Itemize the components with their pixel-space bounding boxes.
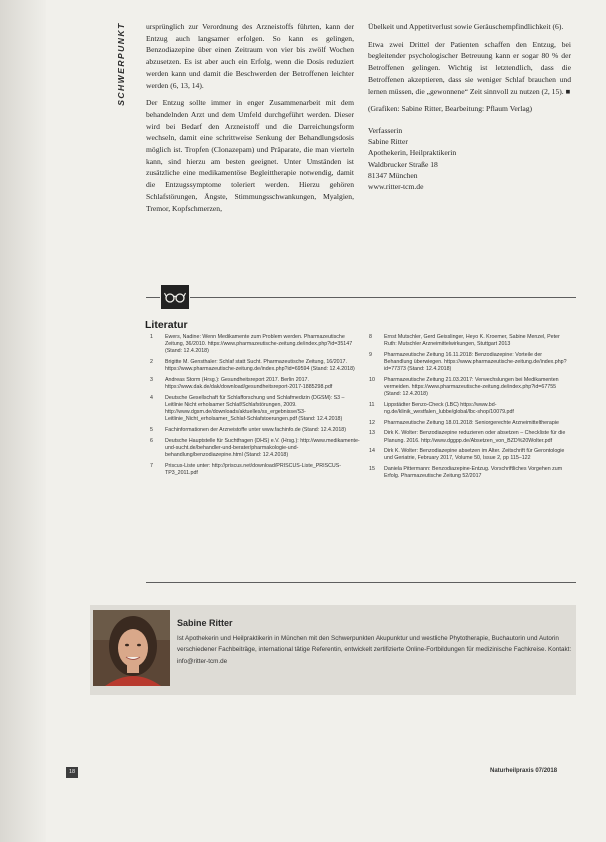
section-label-text: SCHWERPUNKT xyxy=(116,22,126,106)
reference-item: 13 Dirk K. Wolter: Benzodiazepine reduzieren oder absetzen – Checkliste für die Planung. 2016. http://www.dggpp.de/Absetzen_von_BZD%20Wolter.pdf xyxy=(369,430,566,444)
body-paragraph: Der Entzug sollte immer in enger Zusammenarbeit mit dem behandelnden Arzt und dem Umfeld durchgeführt werden. Dieser wird bei Bedarf den Arzneistoff und die Darreichungsform wechseln, damit eine schrittweise Senkung der Behandlungsdosis möglich ist. Tropfen (Clonazepam) und Präparate, die man vierteln kann, sind hierzu am besten geeignet. Unter Umständen ist zusätzliche eine medikamentöse Begleittherapie notwendig, damit die Entzugssymptome toleriert werden. Hierzu gehören Schlafstörungen, Ängste, Stimmungsschwankungen, Myalgien, Tremor, Kopfschmerzen, xyxy=(146,98,354,213)
body-column-right xyxy=(368,21,571,192)
reference-item: 3 Andreas Storm (Hrsg.): Gesundheitsreport 2017. Berlin 2017. https://www.dak.de/dak/download/gesundheitsreport-2017-1885298.pdf xyxy=(150,376,333,390)
body-paragraph: Übelkeit und Appetitverlust sowie Geräuschempfindlichkeit (6). xyxy=(368,22,564,31)
author-link[interactable]: www.ritter-tcm.de xyxy=(368,181,424,191)
author-line: Sabine Ritter xyxy=(368,137,408,147)
graphics-credit: (Grafiken: Sabine Ritter, Bearbeitung: Pflaum Verlag) xyxy=(368,104,533,114)
body-paragraph: Etwa zwei Drittel der Patienten schaffen den Entzug, bei begleitender psychologischer Betreuung kann er sogar 80 % der Betroffenen gelingen. Wichtig ist letztendlich, dass die Betroffenen akzeptieren, dass sie weniger Schlaf brauchen und lernen müssen, die „gewonnene“ Zeit sinnvoll zu nutzen (2, 15). ■ xyxy=(368,39,571,96)
journal-footer: Naturheilpraxis 07/2018 xyxy=(490,768,558,774)
divider-line xyxy=(146,582,576,583)
bio-text: Ist Apothekerin und Heilpraktikerin in München mit den Schwerpunkten Akupunktur und westliche Phytotherapie, Buchautorin und Autorin verschiedener Fachbeiträge, international tätige Referentin, entwickelt zertifizierte Online-Fortbildungen für medizinische Fachkreise. Kontakt: info@ritter-tcm.de xyxy=(177,635,572,665)
reference-item: 9 Pharmazeutische Zeitung 16.11.2018: Benzodiazepine: Vorteile der Behandlung überwiegen. https://www.pharmazeutische-zeitung.de/index.php?id=77373 (Stand: 12.4.2018) xyxy=(369,351,567,373)
reference-item: 14 Dirk K. Wolter: Benzodiazepine absetzen im Alter. Zeitschrift für Gerontologie und Geriatrie, February 2017, Volume 50, Issue 2, pp 115–122 xyxy=(369,448,565,462)
author-photo xyxy=(93,610,170,686)
divider-line xyxy=(190,297,576,298)
literature-heading: Literatur xyxy=(145,319,188,331)
reference-item: 8 Ernst Mutschler, Gerd Geisslinger, Heyo K. Kroemer, Sabine Menzel, Peter Ruth: Mutschler Arzneimittelwirkungen, Stuttgart 2013 xyxy=(369,334,560,348)
reference-item: 6 Deutsche Hauptstelle für Suchtfragen (DHS) e.V. (Hrsg.): http://www.medikamente-und-sucht.de/behandler-und-berater/pharmakologie-und-behandlung/benzodiazepine.html (Stand: 12.4.2018) xyxy=(150,437,360,458)
body-column-left xyxy=(146,21,354,214)
page-fold-shadow xyxy=(0,0,46,842)
reference-item: 4 Deutsche Gesellschaft für Schlafforschung und Schlafmedizin (DGSM): S3 – Leitlinie Nicht erholsamer Schlaf/Schlafstörungen, 2009. http://www.dgsm.de/downloads/aktuelles/ss_ergebnisse/S3-Leitlinie_Nicht_erholsamer_Schlaf-Schlafstoerungen.pdf (Stand: 12.4.2018) xyxy=(150,394,345,422)
reference-item: 11 Lippstädter Benzo-Check (LBC) https://www.bd-ng.de/klinik_westfalen_lubbe/global/lbc-shop/10079.pdf xyxy=(369,401,514,415)
reference-item: 12 Pharmazeutische Zeitung 18.01.2018: Seniorgerechte Arzneimitteltherapie xyxy=(369,419,559,426)
author-heading: Verfasserin xyxy=(368,125,403,135)
reference-item: 10 Pharmazeutische Zeitung 21.03.2017: Verwechslungen bei Medikamenten vermeiden. https://www.pharmazeutische-zeitung.de/index.php?id=67755 (Stand: 12.4.2018) xyxy=(369,376,559,398)
body-paragraph: ursprünglich zur Verordnung des Arzneistoffs führten, kann der Entzug auch langsamer erfolgen. So kann es gelingen, Benzodiazepine über einen Zeitraum von vier bis zwölf Wochen abzusetzen. Es ist aber auch ein Erfolg, wenn die Dosis reduziert werden kann und damit die Beschwerden der Betroffenen leichter werden (6, 13, 14). xyxy=(146,22,354,90)
reference-list-right xyxy=(368,334,568,484)
author-line: Waldbrucker Straße 18 xyxy=(368,159,438,169)
reference-list-left xyxy=(149,334,361,480)
reference-item: 1 Ewers, Nadine: Wenn Medikamente zum Problem werden. Pharmazeutische Zeitung, 36/2010. https://www.pharmazeutische-zeitung.de/index.php?id=35147 (Stand: 12.4.2018) xyxy=(150,334,353,355)
reference-item: 5 Fachinformationen der Arzneistoffe unter www.fachinfo.de (Stand: 12.4.2018) xyxy=(150,426,346,433)
reference-item: 2 Brigitte M. Gensthaler: Schlaf statt Sucht. Pharmazeutische Zeitung, 16/2017. https://www.pharmazeutische-zeitung.de/index.php?id=69594 (Stand: 12.4.2018) xyxy=(150,358,355,373)
glasses-icon xyxy=(161,285,189,309)
section-label xyxy=(111,22,131,112)
reference-item: 15 Daniela Pittermann: Benzodiazepine-Entzug. Vorschriftliches Vorgehen zum Erfolg. Pharmazeutische Zeitung 52/2017 xyxy=(369,466,563,480)
reference-item: 7 Priscus-Liste unter: http://priscus.net/download/PRISCUS-Liste_PRISCUS-TP3_2011.pdf xyxy=(150,462,342,476)
bio-name: Sabine Ritter xyxy=(177,618,233,628)
page-number: 18 xyxy=(66,767,78,778)
author-line: Apothekerin, Heilpraktikerin xyxy=(368,148,457,158)
divider-line xyxy=(146,297,160,298)
author-block xyxy=(368,125,571,192)
author-line: 81347 München xyxy=(368,170,418,180)
